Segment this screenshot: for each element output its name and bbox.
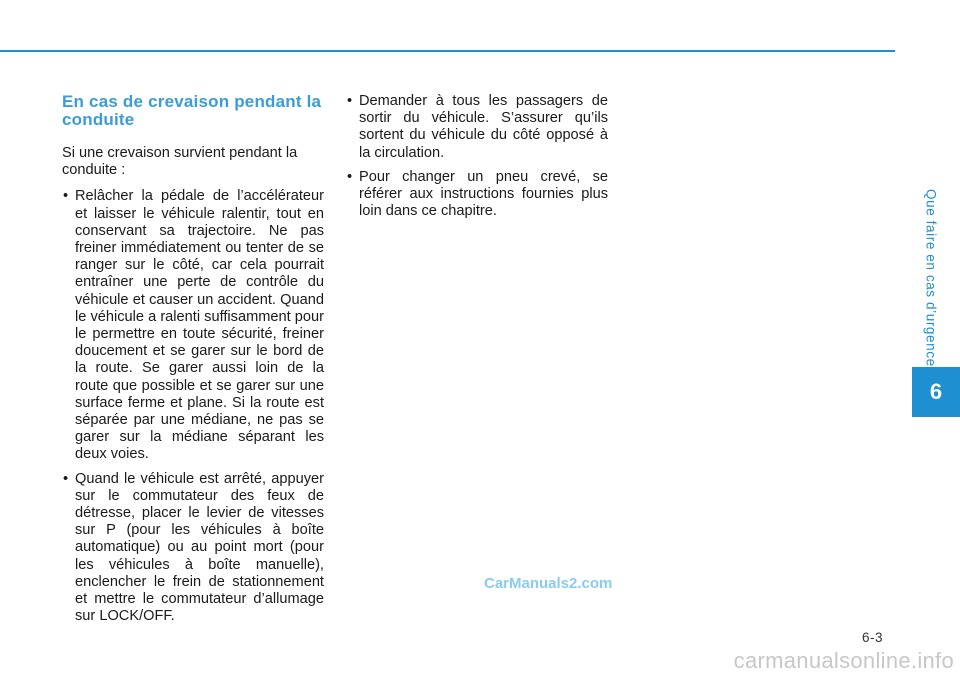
- bullet-item: • Pour changer un pneu crevé, se référer aux instructions fournies plus loin dans ce chapitre.: [346, 169, 608, 221]
- page-number: 6-3: [862, 630, 884, 645]
- bullet-item: • Demander à tous les passagers de sortir du véhicule. S’assurer qu’ils sortent du véhicule du côté opposé à la circulation.: [346, 93, 608, 162]
- intro-paragraph: Si une crevaison survient pendant la conduite :: [62, 145, 298, 179]
- chapter-title-vertical: Que faire en cas d’urgence: [923, 188, 939, 367]
- left-bullet-list: [62, 188, 324, 625]
- section-title: En cas de crevaison pendant la conduite: [62, 92, 322, 129]
- right-column: [346, 93, 608, 227]
- right-bullet-list: [346, 93, 608, 220]
- left-column: [62, 93, 324, 632]
- chapter-tab[interactable]: 6: [912, 367, 960, 417]
- chapter-side-label: [920, 185, 942, 370]
- bullet-item: • Quand le véhicule est arrêté, appuyer sur le commutateur des feux de détresse, placer le levier de vitesses sur P (pour les véhicules à boîte automatique) ou au point mort (pour les véhicules à boîte manuelle), enclencher le frein de stationnement et mettre le commutateur d’allumage sur LOCK/OFF.: [62, 471, 324, 626]
- carmanuals-watermark[interactable]: CarManuals2.com: [484, 575, 613, 592]
- bullet-item: • Relâcher la pédale de l’accélérateur et laisser le véhicule ralentir, tout en conservant sa trajectoire. Ne pas freiner immédiatement ou tenter de se ranger sur le côté, car cela pourrait entraîner une perte de contrôle du véhicule et causer un accident. Quand le véhicule a ralenti suffisamment pour le permettre en toute sécurité, freiner doucement et se garer sur le bord de la route. Se garer aussi loin de la route que possible et se garer sur une surface ferme et plane. Si la route est séparée par une médiane, ne pas se garer sur la médiane séparant les deux voies.: [62, 188, 324, 463]
- header-rule: [0, 50, 895, 52]
- site-watermark[interactable]: carmanualsonline.info: [733, 648, 954, 673]
